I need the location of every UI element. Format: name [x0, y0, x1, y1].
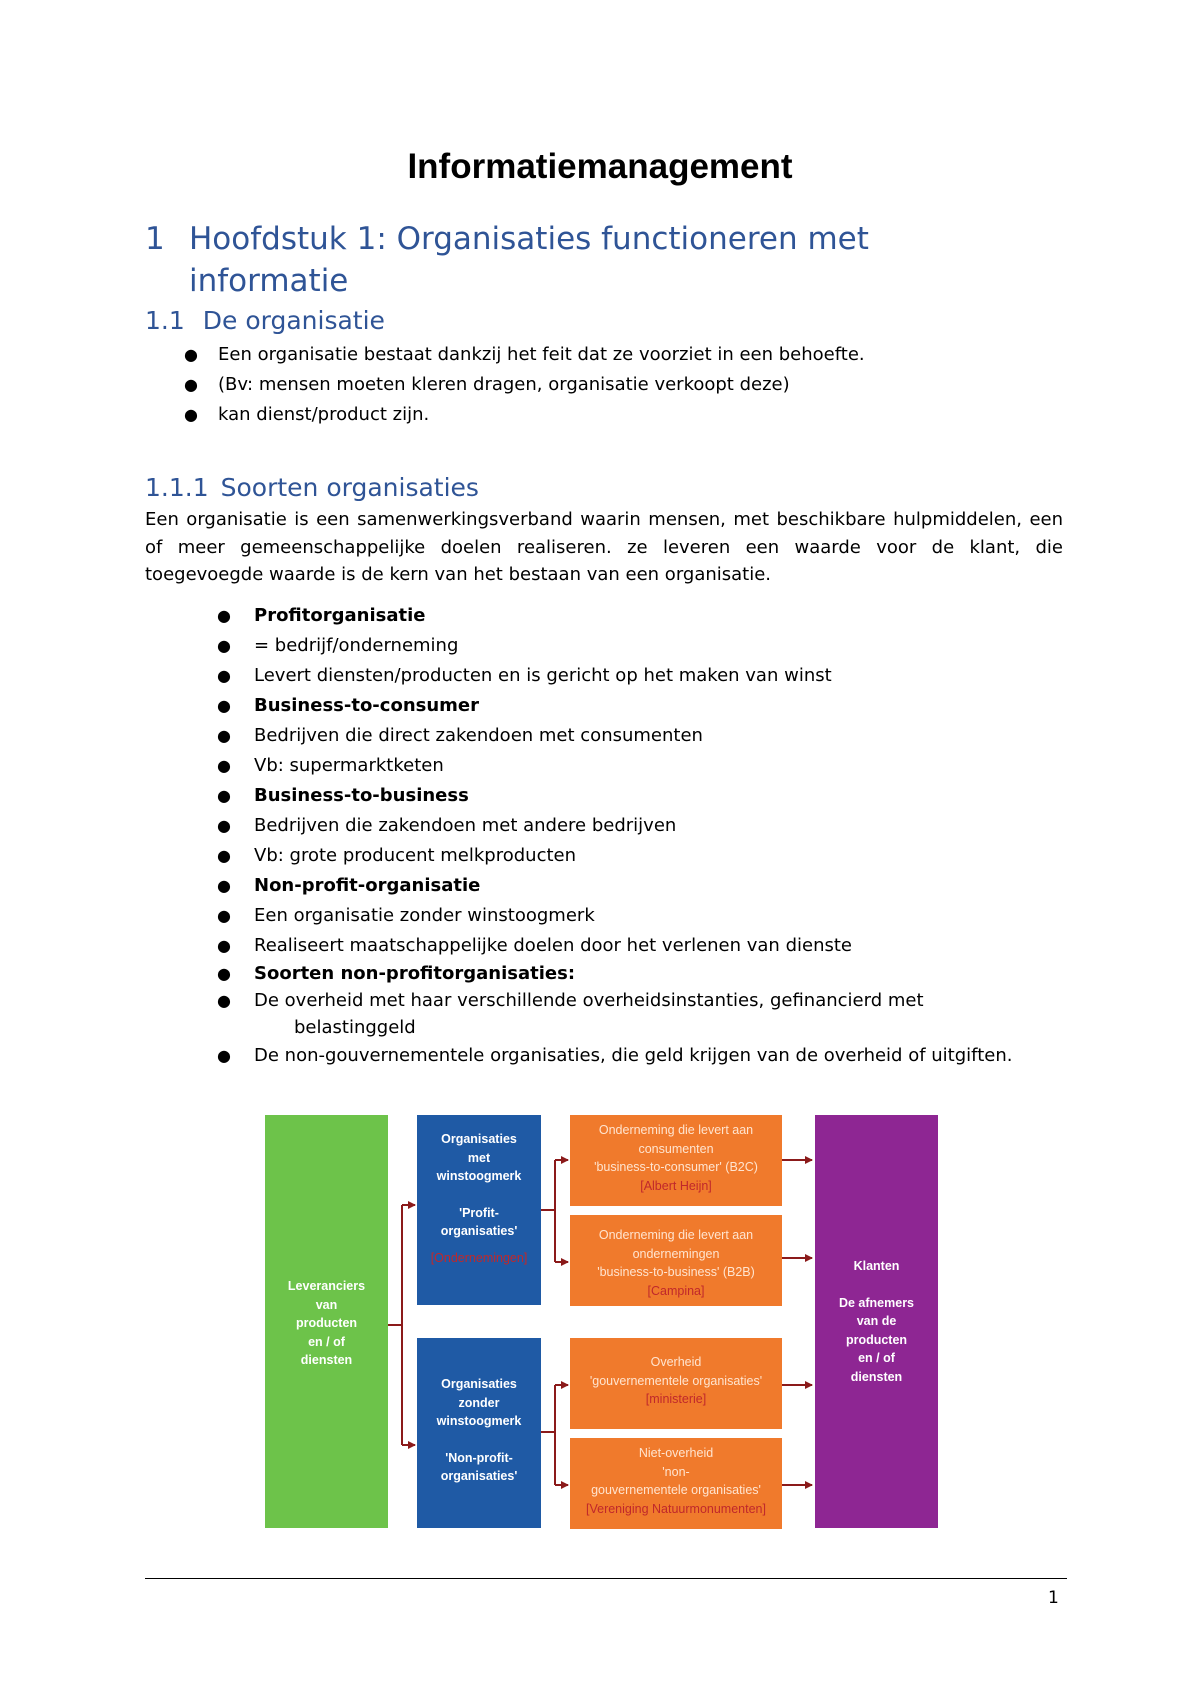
list-item: ● = bedrijf/onderneming	[217, 635, 459, 656]
chapter-number: 1	[145, 221, 165, 257]
government-box: Overheid 'gouvernementele organisaties' [ministerie]	[570, 1338, 782, 1429]
chapter-title: Hoofdstuk 1: Organisaties functioneren met informatie	[189, 221, 869, 299]
subsection-number: 1.1.1	[145, 473, 209, 502]
list-item: ● Profitorganisatie	[217, 605, 426, 626]
list-item: ● Bedrijven die direct zakendoen met consumenten	[217, 725, 703, 746]
customers-box: Klanten De afnemers van de producten en / of diensten	[815, 1115, 938, 1528]
document-title: Informatiemanagement	[407, 147, 793, 186]
list-item: ● (Bv: mensen moeten kleren dragen, organisatie verkoopt deze)	[184, 374, 790, 395]
list-item: ● kan dienst/product zijn.	[184, 404, 430, 425]
b2b-box: Onderneming die levert aan ondernemingen 'business-to-business' (B2B) [Campina]	[570, 1215, 782, 1306]
subsection-title: Soorten organisaties	[220, 473, 479, 502]
list-item: ● Levert diensten/producten en is gericht op het maken van winst	[217, 665, 832, 686]
profit-organisations-box: Organisaties met winstoogmerk 'Profit- organisaties' [Ondernemingen]	[417, 1115, 541, 1305]
profit-tag: [Ondernemingen]	[430, 1250, 528, 1265]
list-item: ● Soorten non-profitorganisaties:	[217, 963, 576, 984]
page-number: 1	[1048, 1588, 1059, 1608]
list-item: ● Non-profit-organisatie	[217, 875, 481, 896]
connector-suppliers	[388, 1205, 402, 1445]
list-item: ● De non-gouvernementele organisaties, die geld krijgen van de overheid of uitgiften.	[217, 1045, 1013, 1066]
list-item: ● Realiseert maatschappelijke doelen door het verlenen van dienste	[217, 935, 852, 956]
list-item: ● Vb: supermarktketen	[217, 755, 444, 776]
footer-divider	[145, 1578, 1067, 1579]
connector-nonprofit	[541, 1385, 555, 1485]
list-item: ● Een organisatie zonder winstoogmerk	[217, 905, 595, 926]
list-item: ● Bedrijven die zakendoen met andere bedrijven	[217, 815, 677, 836]
section-number: 1.1	[145, 306, 185, 335]
list-item: ● Business-to-consumer	[217, 695, 479, 716]
ngo-box: Niet-overheid 'non- gouvernementele organisaties' [Vereniging Natuurmonumenten]	[570, 1438, 782, 1529]
b2c-box: Onderneming die levert aan consumenten 'business-to-consumer' (B2C) [Albert Heijn]	[570, 1115, 782, 1206]
list-item: ● Vb: grote producent melkproducten	[217, 845, 577, 866]
nonprofit-organisations-box: Organisaties zonder winstoogmerk 'Non-profit- organisaties'	[417, 1338, 541, 1528]
suppliers-box: Leveranciers van producten en / of diensten	[265, 1115, 388, 1528]
list-item-continuation: belastinggeld	[294, 1017, 416, 1038]
list-item: ● De overheid met haar verschillende overheidsinstanties, gefinancierd met	[217, 990, 924, 1011]
list-item: ● Een organisatie bestaat dankzij het feit dat ze voorziet in een behoefte.	[184, 344, 865, 365]
connector-profit	[541, 1160, 555, 1262]
list-item: ● Business-to-business	[217, 785, 469, 806]
section-title: De organisatie	[202, 306, 385, 335]
definition-paragraph: Een organisatie is een samenwerkingsverband waarin mensen, met beschikbare hulpmiddelen, een of meer gemeenschappelijke doelen realiseren. ze leveren een waarde voor de klant, die toegevoegde waarde is de kern van het bestaan van een organisatie.	[145, 509, 1063, 585]
